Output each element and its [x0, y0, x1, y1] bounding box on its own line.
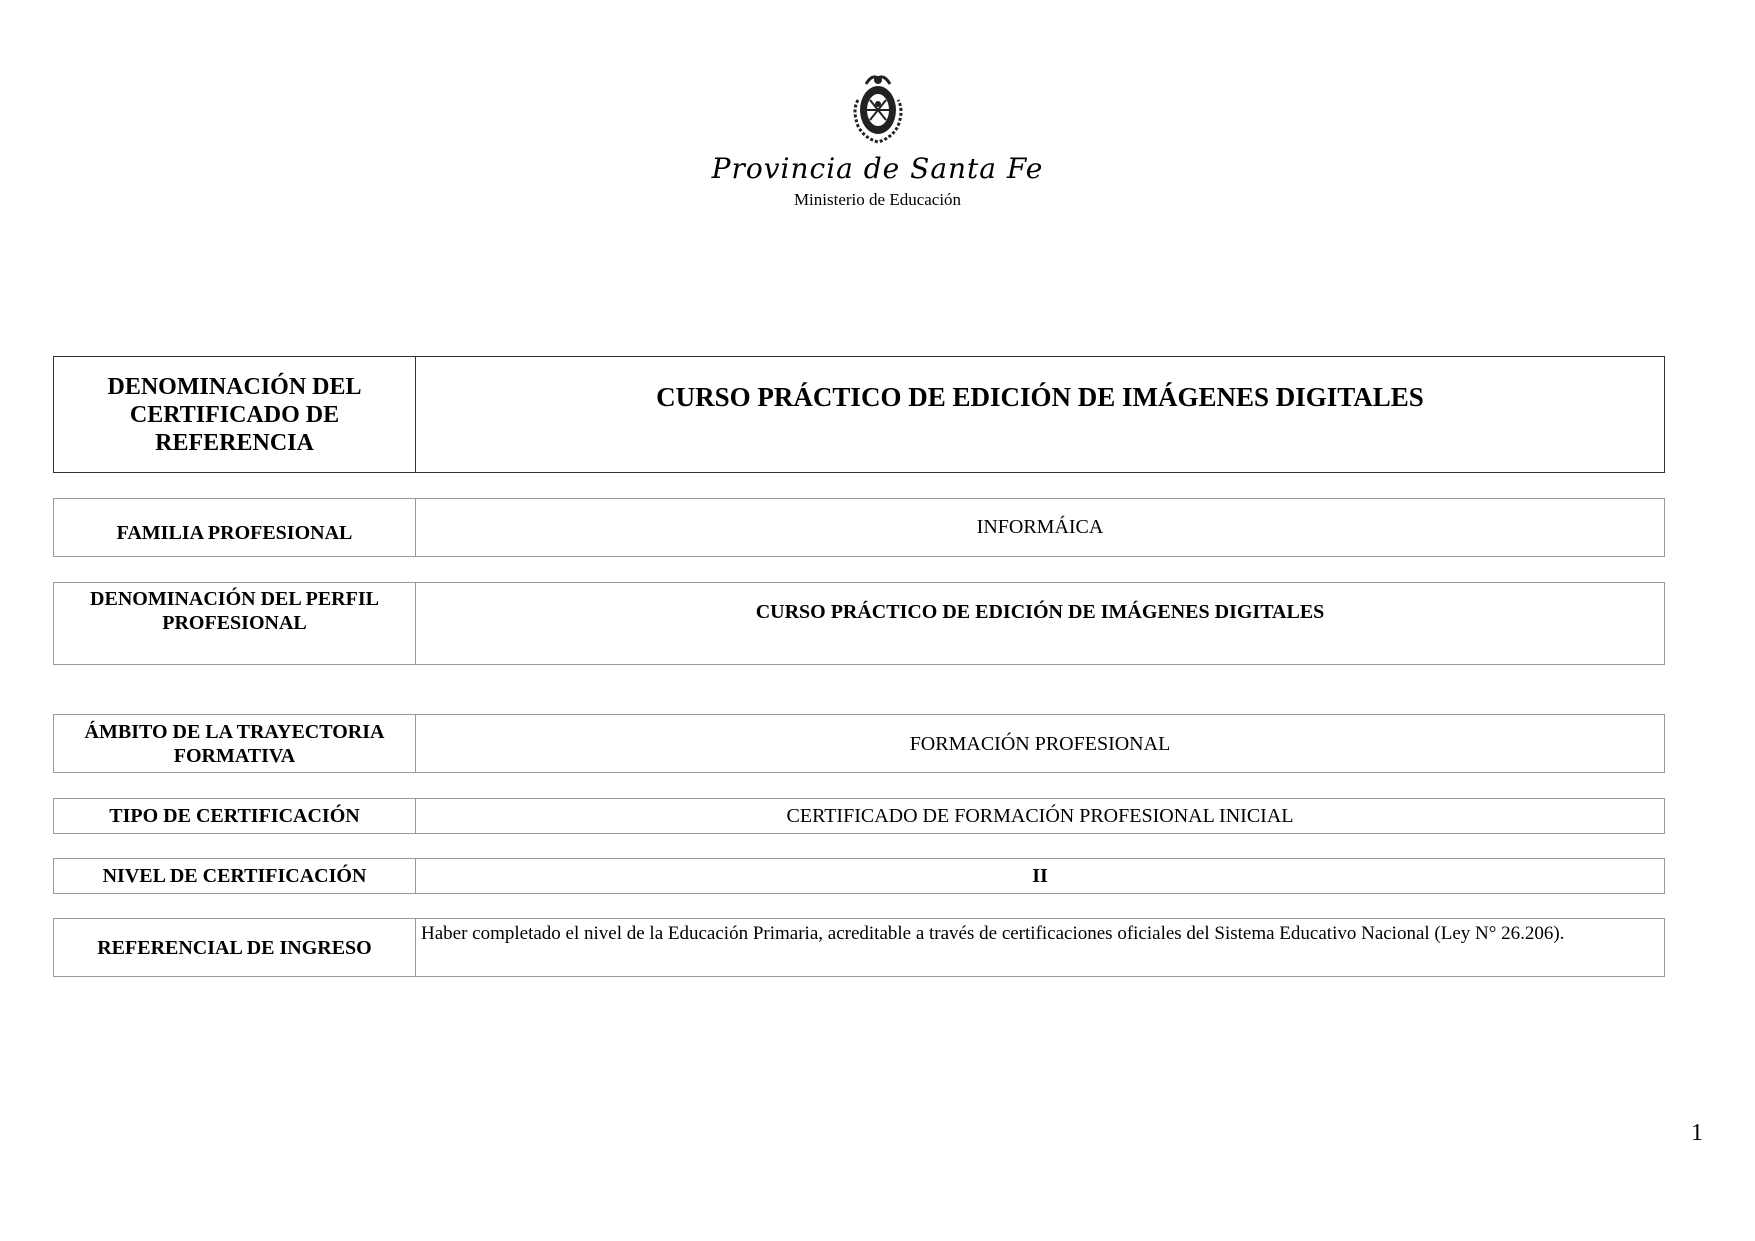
row-value: CERTIFICADO DE FORMACIÓN PROFESIONAL INICIAL [786, 805, 1294, 827]
ministry-name: Ministerio de Educación [793, 190, 962, 209]
document-header [0, 70, 1755, 210]
row-value: CURSO PRÁCTICO DE EDICIÓN DE IMÁGENES DIGITALES [656, 382, 1424, 412]
row-value: II [1032, 865, 1048, 887]
row-label: TIPO DE CERTIFICACIÓN [54, 799, 416, 833]
row-value: Haber completado el nivel de la Educación Primaria, acreditable a través de certificaciones oficiales del Sistema Educativo Nacional (Ley N° 26.206). [421, 923, 1565, 944]
row-value: CURSO PRÁCTICO DE EDICIÓN DE IMÁGENES DIGITALES [755, 601, 1325, 623]
row-label: DENOMINACIÓN DEL CERTIFICADO DE REFERENCIA [54, 357, 416, 472]
row-familia-profesional [53, 498, 1665, 557]
row-value: INFORMÁICA [976, 516, 1104, 538]
provincial-seal-icon [848, 70, 908, 146]
row-label: NIVEL DE CERTIFICACIÓN [54, 859, 416, 893]
row-label: REFERENCIAL DE INGRESO [54, 919, 416, 976]
row-referencial-ingreso [53, 918, 1665, 977]
row-tipo-certificacion [53, 798, 1665, 834]
page-number: 1 [1691, 1120, 1703, 1146]
row-label: DENOMINACIÓN DEL PERFIL PROFESIONAL [54, 583, 416, 664]
row-ambito-trayectoria [53, 714, 1665, 773]
province-name: Provincia de Santa Fe [711, 152, 1044, 185]
row-label: ÁMBITO DE LA TRAYECTORIA FORMATIVA [54, 715, 416, 772]
row-nivel-certificacion [53, 858, 1665, 894]
row-value: FORMACIÓN PROFESIONAL [909, 732, 1171, 755]
row-label: FAMILIA PROFESIONAL [54, 499, 416, 556]
row-perfil-profesional [53, 582, 1665, 665]
row-certificado-referencia [53, 356, 1665, 473]
